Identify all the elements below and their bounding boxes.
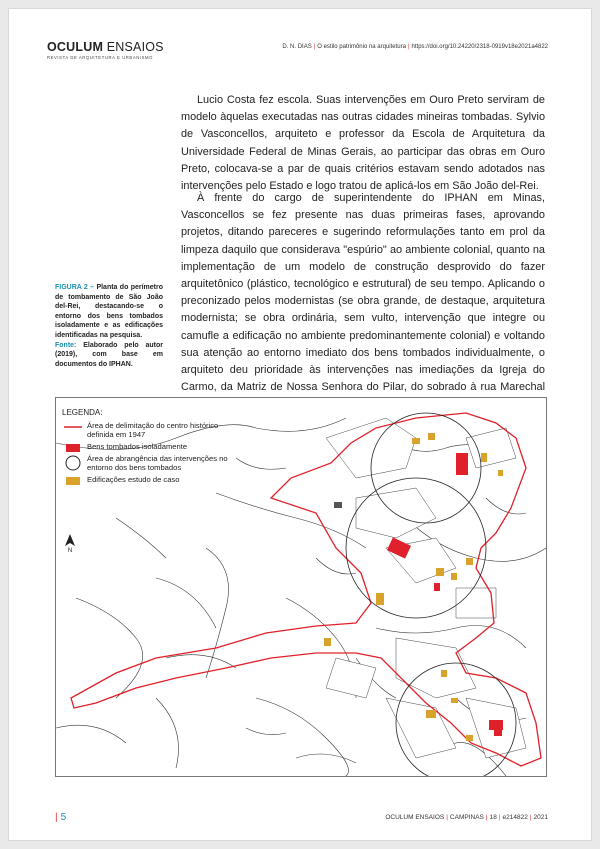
journal-logo [47, 40, 164, 60]
header-short-title: O estilo patrimônio na arquitetura [317, 44, 406, 50]
body-paragraph-2 [181, 190, 545, 431]
legend-item-listed [62, 442, 240, 451]
source-label: Fonte: [55, 341, 77, 349]
logo-subtitle: REVISTA DE ARQUITETURA E URBANISMO [47, 55, 153, 60]
perimeter-line-symbol [64, 422, 84, 432]
legend-title: LEGENDA: [62, 408, 103, 417]
footer-year: 2021 [533, 814, 548, 821]
legend-label-case: Edificações estudo de caso [87, 475, 180, 484]
buffer-circle-symbol [64, 455, 84, 471]
listed-fill-symbol [64, 443, 84, 453]
logo-bold-text: OCULUM [47, 40, 104, 54]
case-fill-symbol [64, 476, 84, 486]
dark-building [334, 502, 342, 508]
north-arrow-icon [65, 534, 75, 546]
legend-label-listed: Bens tombados isoladamente [87, 442, 188, 451]
case-study-buildings [324, 433, 503, 741]
running-header: D. N. DIAS | O estilo patrimônio na arquitetura | https://doi.org/10.24220/2318-0919v18e2021a4822 [282, 44, 548, 50]
logo-light-text: ENSAIOS [106, 40, 164, 54]
footer-volume: 18 [489, 814, 497, 821]
building-blocks [326, 418, 526, 758]
figure-2-map [55, 397, 547, 777]
header-authors: D. N. DIAS [282, 44, 312, 50]
paragraph-2-text: À frente do cargo de superintendente do IPHAN em Minas, Vasconcellos se fez presente nas duas primeiras fases, aprovando projetos, ditando pareceres e sugerindo reformulações tanto em prol da limpeza daquilo que considerava "espúrio" ao ambiente colonial, quanto na implementação de um modelo de construção desprovido do fazer arquitetônico (plástico, tecnológico e estrutural) de seu tempo. Aplicando o preconizado pelos modernistas (se obra grande, de destaque, arquitetura modernista; se obra ordinária, sem vulto, intervenção que integre ou camufle a edificação no ambiente predominantemente colonial) e voltando sua atenção ao entorno imediato dos bens tombados individualmente, o arquiteto deu prioridade às intervenções nas imediações da Igreja do Carmo, da Matriz de Nossa Senhora do Pilar, do sobrado à rua Marechal [181, 192, 545, 394]
figure-label: FIGURA 2 – [55, 284, 95, 291]
map-legend [62, 408, 240, 487]
north-label: N [67, 548, 73, 554]
legend-item-perimeter [62, 421, 240, 439]
running-footer: OCULUM ENSAIOS | CAMPINAS | 18 | e214822 | 2021 [385, 814, 548, 821]
footer-article: e214822 [502, 814, 528, 821]
page-number: | 5 [55, 812, 67, 823]
legend-item-case [62, 475, 240, 484]
source-text: Elaborado pelo autor (2019), com base em documentos do IPHAN. [55, 341, 163, 368]
footer-city: CAMPINAS [449, 814, 484, 821]
legend-label-buffer: Área de abrangência das intervenções no entorno dos bens tombados [87, 454, 228, 472]
page-number-value: 5 [60, 812, 67, 823]
north-arrow [65, 534, 75, 554]
header-doi-link[interactable]: https://doi.org/10.24220/2318-0919v18e2021a4822 [411, 44, 548, 50]
caption-text: Planta do perímetro de tombamento de São João del-Rei, destacando-se o entorno dos bens tombados isoladamente e as edificações identificadas na pesquisa. [55, 284, 163, 339]
legend-item-buffer [62, 454, 240, 472]
body-paragraph-1: Lucio Costa fez escola. Suas intervenções em Ouro Preto serviram de modelo àquelas executadas nas outras cidades mineiras tombadas. Sylvio de Vasconcellos, arquiteto e professor da Escola de Arquitetura da Universidade Federal de Minas Gerais, ao participar das obras em Ouro Preto, colocava-se a par de quais critérios estavam sendo adotados nas intervenções pelo Estado e logo tratou de aplicá-los em São João del-Rei. [181, 94, 545, 193]
legend-label-perimeter: Área de delimitação do centro histórico definida em 1947 [87, 421, 219, 439]
footer-journal: OCULUM ENSAIOS [385, 814, 445, 821]
figure-caption [55, 283, 163, 369]
